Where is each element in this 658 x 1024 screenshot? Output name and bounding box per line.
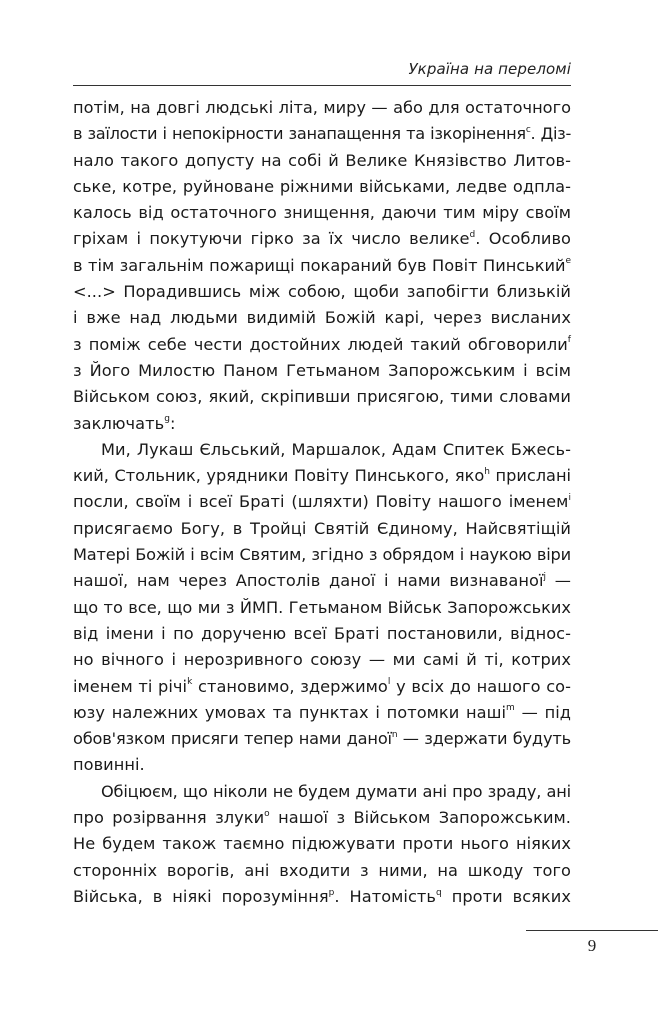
footer-rule (526, 930, 658, 931)
line-text: в заїлости і непокірности занапащення та ізкорінення (73, 124, 526, 144)
line-text: <...> Порадившись між собою, щоби запобігти близькій (73, 282, 571, 302)
footnote-marker: o (264, 808, 270, 819)
page-body (73, 95, 571, 910)
line-text: . Особливо (475, 229, 571, 249)
line-text: — під (514, 702, 571, 722)
text-line (73, 200, 571, 226)
text-line (73, 516, 571, 542)
line-text: обов'язком присяги тепер нами даної (73, 729, 392, 749)
line-text: Обіцюєм, що ніколи не будем думати ані про зраду, ані (101, 781, 571, 801)
text-line (73, 279, 571, 305)
running-title: Україна на переломі (408, 60, 571, 78)
footnote-marker: i (568, 493, 571, 504)
text-line (73, 674, 571, 700)
line-text: Ми, Лукаш Єльський, Маршалок, Адам Спитек Бжесь- (101, 439, 571, 459)
paragraph (73, 95, 571, 437)
text-line (73, 779, 571, 805)
text-line (73, 884, 571, 910)
line-text: посли, своїм і всеї Браті (шляхти) Повіту нашого іменем (73, 492, 569, 512)
text-line (73, 253, 571, 279)
line-text: прислані (489, 466, 571, 486)
page-footer (526, 930, 658, 970)
text-line (73, 95, 571, 121)
footnote-marker: e (565, 256, 571, 267)
text-line (73, 121, 571, 147)
line-text: заключать (73, 413, 165, 433)
line-text: нашої, нам через Апостолів даної і нами визнаваної (73, 571, 544, 591)
footnote-marker: c (525, 124, 531, 135)
line-text: калось від остаточного знищення, даючи тим міру своїм (73, 203, 571, 223)
text-line (73, 489, 571, 515)
text-line (73, 752, 571, 778)
line-text: з Його Милостю Паном Гетьманом Запорожським і всім (73, 360, 571, 380)
text-line (73, 437, 571, 463)
text-line (73, 332, 571, 358)
footnote-marker: g (164, 414, 170, 425)
line-text: гріхам і покутуючи гірко за їх число велике (73, 229, 470, 249)
text-line (73, 568, 571, 594)
text-line (73, 148, 571, 174)
running-header (73, 56, 571, 86)
line-text: і вже над людьми видимій Божій карі, через висланих (73, 308, 571, 328)
text-line (73, 621, 571, 647)
line-text: присягаємо Богу, в Тройці Святій Єдиному, Найсвятіщій (73, 518, 571, 538)
text-line (73, 858, 571, 884)
footnote-marker: m (506, 703, 515, 714)
line-text: : (169, 413, 176, 433)
footnote-marker: f (567, 335, 571, 346)
line-text: ське, котре, руйноване ріжними військами, ледве одпла- (73, 176, 571, 196)
line-text: — здержати будуть (397, 729, 572, 749)
header-rule (73, 85, 571, 86)
text-line (73, 595, 571, 621)
footnote-marker: q (436, 887, 442, 898)
footnote-marker: n (391, 729, 398, 740)
line-text: у всіх до нашого со- (390, 676, 571, 696)
line-text: нало такого допусту на собі й Велике Князівство Литов- (73, 150, 571, 170)
text-line (73, 174, 571, 200)
line-text: Не будем також таємно підюжувати проти нього ніяких (73, 834, 571, 854)
line-text: про розірвання злуки (73, 808, 265, 828)
line-text: іменем ті річі (73, 676, 188, 696)
line-text: Військом союз, який, скріпивши присягою, тими словами (73, 387, 571, 407)
line-text: нашої з Військом Запорожським. (269, 808, 571, 828)
text-line (73, 805, 571, 831)
footnote-marker: d (469, 230, 476, 241)
text-line (73, 542, 571, 568)
line-text: . Натомість (334, 886, 436, 906)
paragraph (73, 779, 571, 910)
line-text: . Діз- (530, 124, 571, 144)
footnote-marker: h (484, 466, 490, 477)
text-line (73, 647, 571, 673)
line-text: з поміж себе чести достойних людей такий обговорили (73, 334, 568, 354)
line-text: в тім загальнім пожарищі покараний був Повіт Пинський (73, 255, 566, 275)
line-text: Матері Божій і всім Святим, згідно з обрядом і наукою віри (73, 545, 571, 565)
text-line (73, 411, 571, 437)
footnote-marker: k (187, 677, 193, 688)
text-line (73, 726, 571, 752)
line-text: становимо, здержимо (192, 676, 388, 696)
line-text: — (546, 571, 571, 591)
text-line (73, 358, 571, 384)
line-text: проти всяких (441, 886, 571, 906)
line-text: кий, Стольник, урядники Повіту Пинського, яко (73, 466, 485, 486)
text-line (73, 700, 571, 726)
text-line (73, 831, 571, 857)
line-text: юзу належних умовах та пунктах і потомки наші (73, 702, 507, 722)
line-text: що то все, що ми з ЙМП. Гетьманом Військ Запорожських (73, 597, 571, 617)
line-text: потім, на довгі людські літа, миру — або для остаточного (73, 98, 571, 117)
footnote-marker: j (543, 571, 547, 582)
text-line (73, 226, 571, 252)
line-text: Війська, в ніякі порозуміння (73, 886, 329, 906)
line-text: повинні. (73, 755, 145, 775)
text-line (73, 384, 571, 410)
line-text: від імени і по дорученю всеї Браті постановили, віднос- (73, 623, 571, 643)
text-line (73, 305, 571, 331)
line-text: сторонніх ворогів, ані входити з ними, на шкоду того (73, 860, 571, 880)
footnote-marker: p (328, 887, 335, 898)
footnote-marker: l (387, 677, 391, 688)
text-line (73, 463, 571, 489)
page-number: 9 (587, 936, 597, 955)
paragraph (73, 437, 571, 779)
line-text: но вічного і нерозривного союзу — ми самі й ті, котрих (73, 650, 571, 670)
